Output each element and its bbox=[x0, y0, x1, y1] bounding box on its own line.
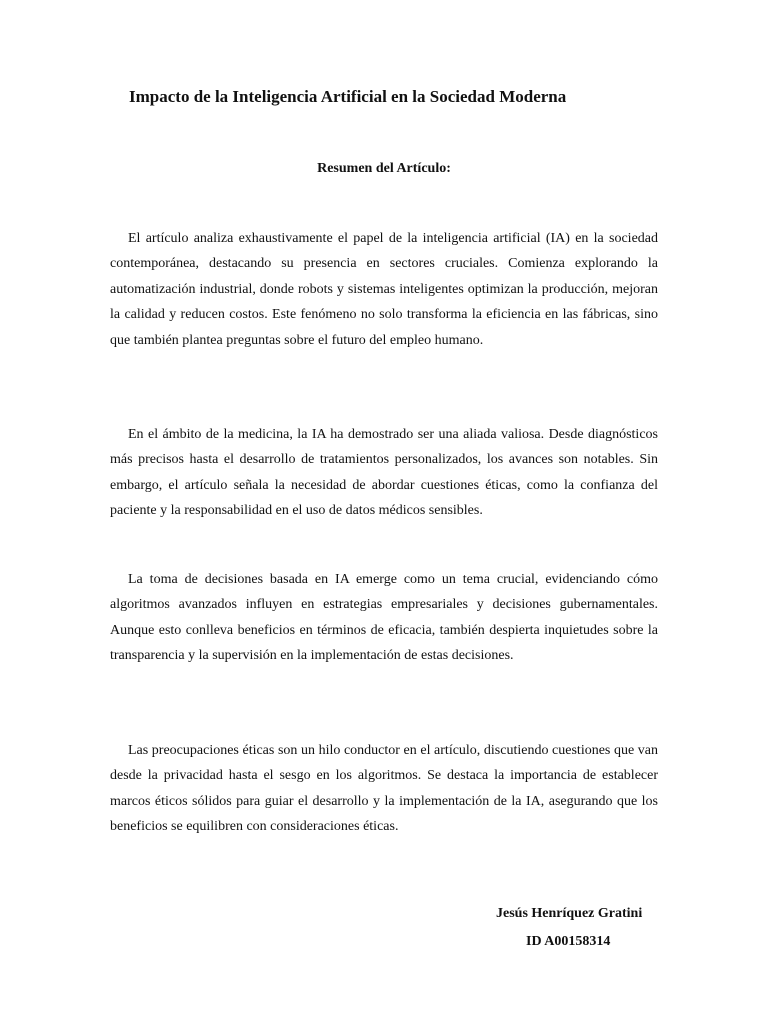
paragraph-medicine: En el ámbito de la medicina, la IA ha demostrado ser una aliada valiosa. Desde diagnósticos más precisos hasta el desarrollo de tratamientos personalizados, los avances son notables. Sin embargo, el artículo señala la necesidad de abordar cuestiones éticas, como la confianza del paciente y la responsabilidad en el uso de datos médicos sensibles. bbox=[110, 427, 658, 519]
paragraph-ethical-concerns: Las preocupaciones éticas son un hilo conductor en el artículo, discutiendo cuestiones que van desde la privacidad hasta el sesgo en los algoritmos. Se destaca la importancia de establecer marcos éticos sólidos para guiar el desarrollo y la implementación de la IA, asegurando que los beneficios se equilibren con consideraciones éticas. bbox=[110, 743, 658, 835]
document-title: Impacto de la Inteligencia Artificial en la Sociedad Moderna bbox=[129, 87, 567, 106]
author-name: Jesús Henríquez Gratini bbox=[496, 906, 643, 921]
student-id: ID A00158314 bbox=[526, 934, 611, 949]
paragraph-decision-making: La toma de decisiones basada en IA emerge como un tema crucial, evidenciando cómo algoritmos avanzados influyen en estrategias empresariales y decisiones gubernamentales. Aunque esto conlleva beneficios en términos de eficacia, también despierta inquietudes sobre la transparencia y la supervisión en la implementación de estas decisiones. bbox=[110, 572, 658, 664]
section-heading: Resumen del Artículo: bbox=[317, 161, 451, 176]
paragraph-industrial-automation: El artículo analiza exhaustivamente el papel de la inteligencia artificial (IA) en la sociedad contemporánea, destacando su presencia en sectores cruciales. Comienza explorando la automatización industrial, donde robots y sistemas inteligentes optimizan la producción, mejoran la calidad y reducen costos. Este fenómeno no solo transforma la eficiencia en las fábricas, sino que también plantea preguntas sobre el futuro del empleo humano. bbox=[110, 231, 658, 348]
